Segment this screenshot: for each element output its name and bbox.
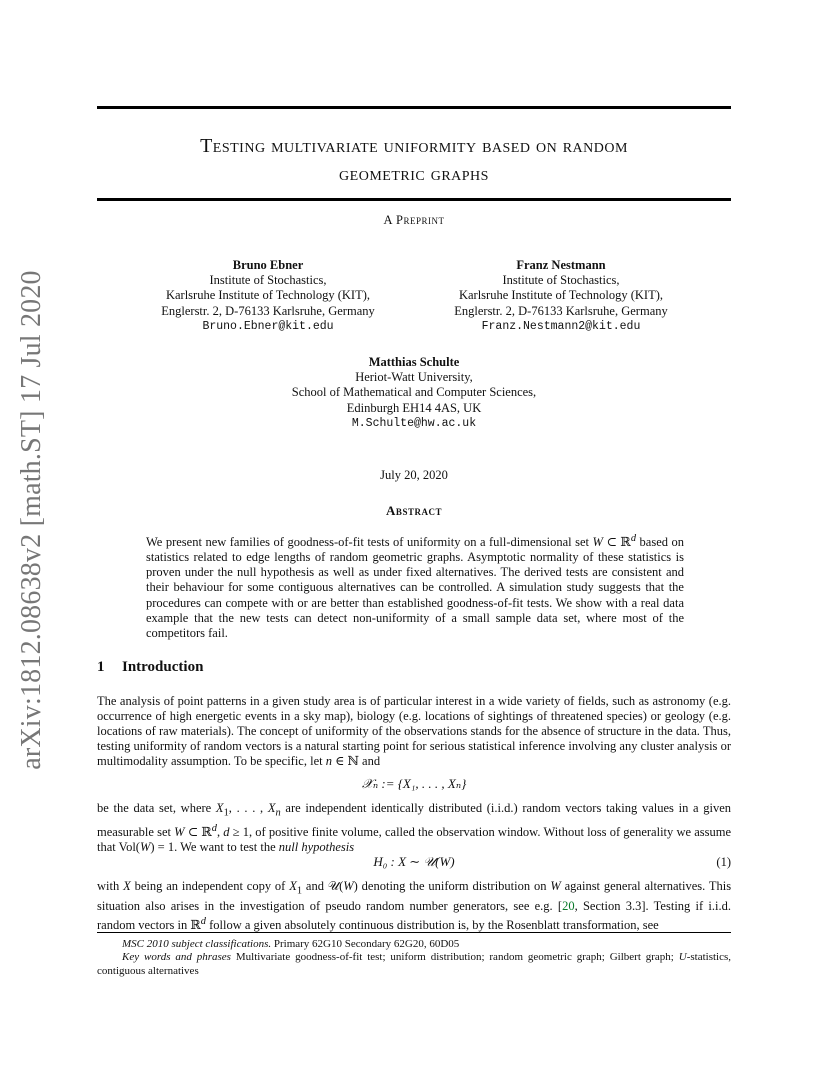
abstract-text-2: based on statistics related to edge lengths of random geometric graphs. Asymptotic normality of these statistics is proven under the null hypothesis as well as under fixed alternatives. The derived tests are consistent and their behaviour for some contiguous alternatives can be controlled. A simulation study suggests that the procedures can compete with or are better than established goodness-of-fit tests. We show with a real data example that the new tests can detect non-uniformity of a small sample data set, where most of the competitors fail.	[146, 535, 685, 640]
equation-null-hypothesis: H₀ : X ∼ 𝒰(W)	[373, 854, 455, 869]
intro-text: , Section 3.3]. Testing if i.i.d. random vectors in	[97, 898, 732, 932]
abstract-body: We present new families of goodness-of-fit tests of uniformity on a full-dimensional set W ⊂ ℝ$^d$ based on statistics related to edge lengths of random geometric graphs. Asymptotic normality of these statistics is proven under the null hypothesis as well as under fixed alternatives. The derived tests are consistent and their behaviour for some contiguous alternatives can be controlled. A simulation study suggests that the procedures can compete with or are better than established goodness-of-fit tests. We show with a real data example that the new tests can detect non-uniformity of a small sample data set, where most of the competitors fail.	[146, 533, 685, 640]
abstract-heading: Abstract	[386, 503, 442, 518]
author-email[interactable]: Bruno.Ebner@kit.edu	[202, 319, 334, 333]
author-affiliation: Karlsruhe Institute of Technology (KIT),	[165, 288, 371, 303]
intro-text: The analysis of point patterns in a given study area is of particular interest in a wide variety of fields, such as astronomy (e.g. occurrence of high energetic events in a sky map), biology (e.g. locations of sightings of threatened species) or geology (e.g. locations of raw materials). The concept of uniformity of the observations stands for the absence of structure in the data. Thus, testing uniformity of random vectors is a natural starting point for serious statistical inference involving any cluster analysis or multimodality assumption. To be specific, let	[97, 694, 731, 769]
author-name: Bruno Ebner	[232, 258, 304, 272]
intro-text: against general alternatives. This situation also arises in the investigation of pseudo random number generators, see e.g. [	[97, 879, 732, 913]
null-hypothesis-term: null hypothesis	[278, 839, 355, 854]
title-line-1: Testing multivariate uniformity based on random	[200, 135, 628, 157]
citation-link[interactable]: 20	[562, 898, 575, 913]
author-affiliation: Englerstr. 2, D-76133 Karlsruhe, Germany	[161, 303, 375, 318]
intro-text: denoting the uniform distribution on	[361, 879, 547, 893]
intro-text: be the data set, where	[97, 801, 212, 815]
intro-paragraph-1: The analysis of point patterns in a given study area is of particular interest in a wide variety of fields, such as astronomy (e.g. occurrence of high energetic events in a sky map), biology (e.g. locations of sightings of threatened species) or geology (e.g. locations of raw materials). The concept of uniformity of the observations stands for the absence of structure in the data. Thus, testing uniformity of random vectors is a natural starting point for serious statistical inference involving any cluster analysis or multimodality assumption. To be specific, let n ∈ ℕ and	[97, 694, 731, 769]
intro-text: being an independent copy of	[134, 879, 286, 893]
intro-text: and	[305, 879, 324, 893]
footnote-rule	[97, 932, 731, 933]
paper-title	[97, 132, 731, 188]
footnote-label: Key words and phrases	[122, 951, 231, 963]
intro-text: with	[97, 879, 120, 893]
footnote-text: Multivariate goodness-of-fit test; uniform distribution; random geometric graph; Gilbert graph;	[235, 951, 674, 963]
author-affiliation: Institute of Stochastics,	[209, 273, 327, 288]
author-affiliation: School of Mathematical and Computer Sciences,	[291, 385, 537, 400]
section-title: Introduction	[122, 659, 204, 675]
title-line-2: geometric graphs	[339, 163, 489, 185]
author-email[interactable]: M.Schulte@hw.ac.uk	[351, 416, 477, 430]
author-name: Matthias Schulte	[368, 355, 460, 369]
footnote-label: MSC 2010 subject classifications.	[122, 938, 272, 950]
intro-text: are independent identically distributed (i.i.d.) random vectors taking values in a given measurable set	[97, 801, 732, 839]
preprint-label: A Preprint	[383, 213, 445, 227]
intro-text: , of positive finite volume, called the observation window. Without loss of generality we assume that	[97, 824, 731, 854]
section-heading	[97, 659, 203, 676]
arxiv-identifier: arXiv:1812.08638v2 [math.ST] 17 Jul 2020	[16, 270, 47, 770]
equation-data-set: 𝒳ₙ := {X₁, . . . , Xₙ}	[361, 776, 467, 791]
footnote-text: Primary 62G10 Secondary 62G20, 60D05	[273, 938, 460, 950]
equation-number: (1)	[716, 855, 731, 869]
footnote-keywords: Key words and phrases Multivariate goodness-of-fit test; uniform distribution; random geometric graph; Gilbert graph; U-statistics, contiguous alternatives	[97, 951, 732, 977]
author-name: Franz Nestmann	[516, 258, 606, 272]
author-affiliation: Institute of Stochastics,	[502, 273, 620, 288]
intro-text: follow a given absolutely continuous distribution is, by the Rosenblatt transformation, see	[209, 917, 659, 932]
abstract-text-1: We present new families of goodness-of-fit tests of uniformity on a full-dimensional set	[146, 535, 590, 550]
author-block-3	[214, 355, 614, 431]
author-block-1	[120, 258, 416, 334]
author-email[interactable]: Franz.Nestmann2@kit.edu	[481, 319, 641, 333]
author-affiliation: Englerstr. 2, D-76133 Karlsruhe, Germany	[454, 303, 668, 318]
title-rule-top	[97, 106, 731, 109]
section-number: 1	[97, 659, 105, 675]
footnote-msc	[97, 938, 731, 952]
title-rule-bottom	[97, 198, 731, 201]
author-block-2	[413, 258, 709, 334]
paper-date: July 20, 2020	[380, 468, 448, 482]
footnote-text: -statistics, contiguous alternatives	[97, 951, 732, 977]
author-affiliation: Karlsruhe Institute of Technology (KIT),	[458, 288, 664, 303]
intro-paragraph-2: be the data set, where $X_1$, . . . , $X_n$ are independent identically distributed (i.i.d.) random vectors taking values in a given measurable set W ⊂ ℝ$^d$, d ≥ 1, of positive finite volume, called the observation window. Without loss of generality we assume that Vol(W) = 1. We want to test the null hypothesis	[97, 801, 732, 854]
author-affiliation: Heriot-Watt University,	[355, 370, 473, 385]
intro-paragraph-3: with X being an independent copy of $X_1$ and 𝒰(W) denoting the uniform distribution on W against general alternatives. This situation also arises in the investigation of pseudo random number generators, see e.g. [20, Section 3.3]. Testing if i.i.d. random vectors in ℝ$^d$ follow a given absolutely continuous distribution is, by the Rosenblatt transformation, see	[97, 879, 732, 932]
author-affiliation: Edinburgh EH14 4AS, UK	[346, 400, 482, 415]
intro-text: . We want to test the	[174, 839, 276, 854]
